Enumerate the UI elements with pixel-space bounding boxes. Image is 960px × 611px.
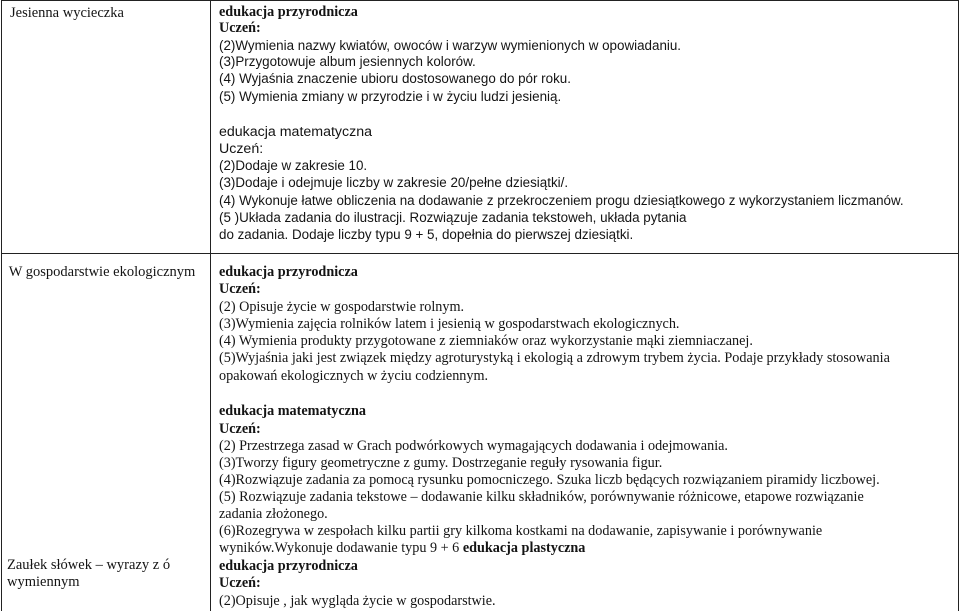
list-item: (5)Wyjaśnia jaki jest związek między agroturystyką i ekologią a zdrowym trybem życia. Podaje przykłady stosowania	[219, 350, 890, 366]
section-heading: edukacja przyrodnicza	[219, 4, 358, 20]
list-item-text: wyników.Wykonuje dodawanie typu 9 + 6	[219, 540, 463, 556]
section-heading: edukacja przyrodnicza	[219, 558, 358, 574]
student-label: Uczeń:	[219, 575, 261, 591]
section-heading: edukacja przyrodnicza	[219, 264, 358, 280]
list-item: (4) Wykonuje łatwe obliczenia na dodawanie z przekroczeniem progu dziesiątkowego z wykorzystaniem liczmanów.	[219, 193, 904, 208]
list-item: (4) Wyjaśnia znaczenie ubioru dostosowanego do pór roku.	[219, 71, 571, 86]
list-item: (2)Dodaje w zakresie 10.	[219, 158, 368, 173]
list-item: (3)Tworzy figury geometryczne z gumy. Dostrzeganie reguły rysowania figur.	[219, 455, 663, 471]
list-item: (5) Rozwiązuje zadania tekstowe – dodawanie kilku składników, porównywanie różnicowe, etapowe rozwiązanie	[219, 489, 864, 505]
list-item: (5) Wymienia zmiany w przyrodzie i w życiu ludzi jesienią.	[219, 89, 562, 104]
inline-heading-plastyczna: edukacja plastyczna	[462, 540, 586, 556]
list-item: (3)Dodaje i odejmuje liczby w zakresie 20/pełne dziesiątki/.	[219, 175, 569, 190]
table-border-left	[1, 0, 2, 611]
table-border-right	[958, 0, 959, 611]
list-item: (4) Wymienia produkty przygotowane z ziemniaków oraz wykorzystanie mąki ziemniaczanej.	[219, 333, 753, 349]
student-label: Uczeń:	[219, 141, 264, 157]
student-label: Uczeń:	[219, 281, 261, 297]
list-item: do zadania. Dodaje liczby typu 9 + 5, dopełnia do pierwszej dziesiątki.	[219, 227, 634, 242]
list-item: (2)Wymienia nazwy kwiatów, owoców i warzyw wymienionych w opowiadaniu.	[219, 38, 682, 53]
student-label: Uczeń:	[219, 20, 261, 36]
list-item: zadania złożonego.	[219, 506, 328, 522]
list-item: opakowań ekologicznych w życiu codziennym.	[219, 368, 489, 384]
topic-zaulek-slowek-line2: wymiennym	[7, 574, 80, 590]
student-label: Uczeń:	[219, 421, 261, 437]
list-item: (3)Przygotowuje album jesiennych kolorów.	[219, 54, 476, 69]
table-row-divider	[1, 253, 959, 254]
topic-zaulek-slowek	[7, 557, 207, 591]
list-item: (6)Rozegrywa w zespołach kilku partii gry kilkoma kostkami na dodawanie, zapisywanie i porównywanie	[219, 523, 823, 539]
topic-zaulek-slowek-line1: Zaułek słówek – wyrazy z ó	[7, 557, 171, 573]
table-border-top	[1, 0, 959, 1]
topic-w-gospodarstwie: W gospodarstwie ekologicznym	[8, 264, 196, 280]
list-item: (2)Opisuje , jak wygląda życie w gospodarstwie.	[219, 593, 496, 609]
list-item: (3)Wymienia zajęcia rolników latem i jesienią w gospodarstwach ekologicznych.	[219, 316, 680, 332]
list-item-with-inline-heading	[219, 540, 585, 556]
list-item: (4)Rozwiązuje zadania za pomocą rysunku pomocniczego. Szuka liczb będących rozwiązaniem piramidy liczbowej.	[219, 472, 880, 488]
list-item: (2) Opisuje życie w gospodarstwie rolnym.	[219, 299, 465, 315]
table-column-divider	[210, 0, 211, 611]
list-item: (2) Przestrzega zasad w Grach podwórkowych wymagających dodawania i odejmowania.	[219, 438, 728, 454]
topic-jesienna-wycieczka: Jesienna wycieczka	[10, 5, 124, 21]
list-item: (5 )Układa zadania do ilustracji. Rozwiązuje zadania tekstoweh, układa pytania	[219, 210, 687, 225]
section-heading: edukacja matematyczna	[219, 124, 372, 140]
section-heading: edukacja matematyczna	[219, 403, 366, 419]
